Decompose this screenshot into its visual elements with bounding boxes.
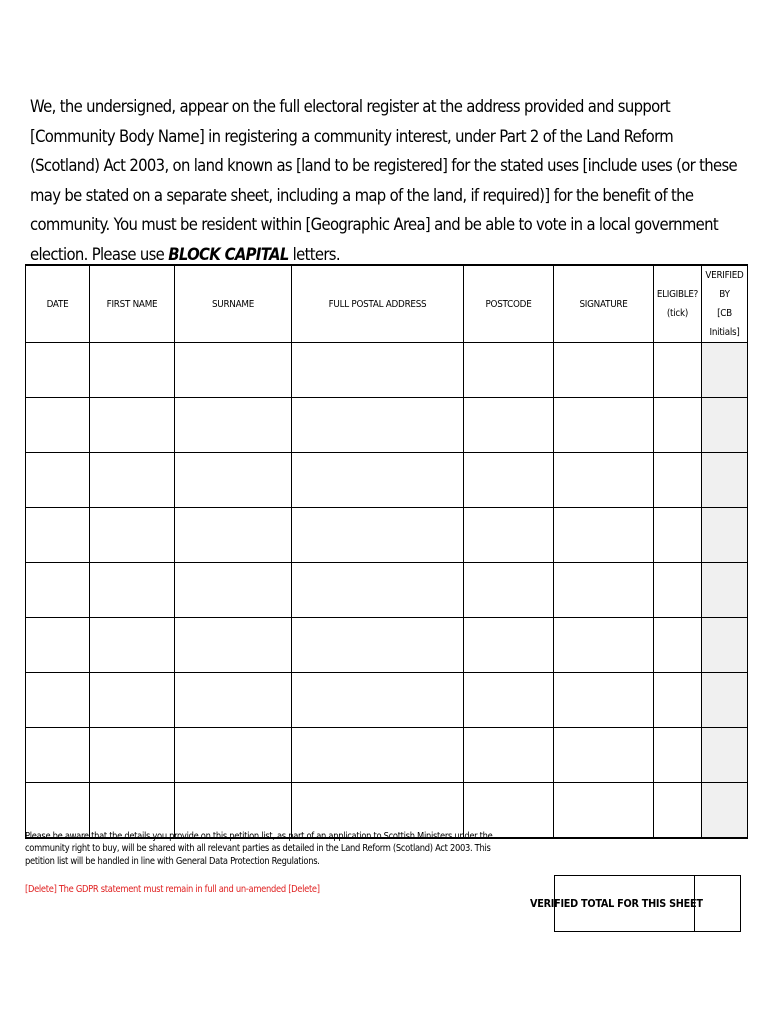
cell-address[interactable] <box>292 728 464 783</box>
cell-date[interactable] <box>26 618 90 673</box>
table-row <box>26 673 748 728</box>
header-eligible: ELIGIBLE? (tick) <box>654 265 702 343</box>
cell-verified[interactable] <box>701 453 747 508</box>
cell-date[interactable] <box>26 343 90 398</box>
header-signature: SIGNATURE <box>554 265 654 343</box>
cell-verified[interactable] <box>701 508 747 563</box>
cell-date[interactable] <box>26 728 90 783</box>
intro-statement <box>30 92 741 269</box>
header-verified-by: VERIFIED BY [CB Initials] <box>701 265 747 343</box>
header-date: DATE <box>26 265 90 343</box>
petition-table <box>25 264 748 839</box>
cell-surname[interactable] <box>175 563 292 618</box>
table-row <box>26 728 748 783</box>
cell-eligible[interactable] <box>654 728 702 783</box>
cell-eligible[interactable] <box>654 343 702 398</box>
cell-first-name[interactable] <box>90 563 175 618</box>
cell-first-name[interactable] <box>90 673 175 728</box>
cell-date[interactable] <box>26 783 90 839</box>
cell-postcode[interactable] <box>464 453 554 508</box>
cell-eligible[interactable] <box>654 618 702 673</box>
cell-address[interactable] <box>292 563 464 618</box>
cell-surname[interactable] <box>175 398 292 453</box>
cell-signature[interactable] <box>554 728 654 783</box>
intro-text-part2: letters. <box>288 244 340 264</box>
intro-text-part1: We, the undersigned, appear on the full electoral register at the address provided and support [Community Body Name] in registering a community interest, under Part 2 of the Land Reform (Scotland) Act 2003, on land known as [land to be registered] for the stated uses [include uses (or these may be stated on a separate sheet, including a map of the land, if required)] for the benefit of the community. You must be resident within [Geographic Area] and be able to vote in a local government election. Please use <box>30 97 738 264</box>
cell-surname[interactable] <box>175 508 292 563</box>
table-header-row <box>26 265 748 343</box>
table-row <box>26 508 748 563</box>
cell-address[interactable] <box>292 783 464 839</box>
cell-date[interactable] <box>26 508 90 563</box>
table-row <box>26 783 748 839</box>
cell-verified[interactable] <box>701 398 747 453</box>
delete-note: [Delete] The GDPR statement must remain in full and un-amended [Delete] <box>25 884 320 895</box>
cell-eligible[interactable] <box>654 783 702 839</box>
cell-date[interactable] <box>26 453 90 508</box>
cell-verified[interactable] <box>701 618 747 673</box>
cell-date[interactable] <box>26 673 90 728</box>
header-surname: SURNAME <box>175 265 292 343</box>
cell-verified[interactable] <box>701 673 747 728</box>
cell-address[interactable] <box>292 398 464 453</box>
cell-surname[interactable] <box>175 618 292 673</box>
cell-address[interactable] <box>292 343 464 398</box>
header-first-name: FIRST NAME <box>90 265 175 343</box>
cell-first-name[interactable] <box>90 728 175 783</box>
cell-date[interactable] <box>26 563 90 618</box>
cell-verified[interactable] <box>701 783 747 839</box>
header-postcode: POSTCODE <box>464 265 554 343</box>
cell-address[interactable] <box>292 673 464 728</box>
cell-postcode[interactable] <box>464 673 554 728</box>
cell-eligible[interactable] <box>654 508 702 563</box>
cell-first-name[interactable] <box>90 508 175 563</box>
cell-eligible[interactable] <box>654 673 702 728</box>
intro-emphasis: BLOCK CAPITAL <box>168 244 289 264</box>
cell-signature[interactable] <box>554 618 654 673</box>
cell-first-name[interactable] <box>90 618 175 673</box>
table-row <box>26 563 748 618</box>
gdpr-notice: Please be aware that the details you provide on this petition list, as part of an application to Scottish Ministers under the community right to buy, will be shared with all relevant parties as detailed in the Land Reform (Scotland) Act 2003. This petition list will be handled in line with General Data Protection Regulations. <box>25 831 493 867</box>
cell-surname[interactable] <box>175 343 292 398</box>
cell-postcode[interactable] <box>464 398 554 453</box>
cell-eligible[interactable] <box>654 453 702 508</box>
cell-signature[interactable] <box>554 453 654 508</box>
verified-total-label: VERIFIED TOTAL FOR THIS SHEET <box>530 897 703 910</box>
cell-signature[interactable] <box>554 343 654 398</box>
header-full-postal-address: FULL POSTAL ADDRESS <box>292 265 464 343</box>
cell-postcode[interactable] <box>464 508 554 563</box>
cell-signature[interactable] <box>554 508 654 563</box>
table-row <box>26 398 748 453</box>
cell-signature[interactable] <box>554 673 654 728</box>
cell-address[interactable] <box>292 618 464 673</box>
cell-surname[interactable] <box>175 783 292 839</box>
cell-address[interactable] <box>292 453 464 508</box>
cell-postcode[interactable] <box>464 783 554 839</box>
cell-signature[interactable] <box>554 563 654 618</box>
table-row <box>26 343 748 398</box>
cell-first-name[interactable] <box>90 343 175 398</box>
cell-signature[interactable] <box>554 783 654 839</box>
cell-verified[interactable] <box>701 343 747 398</box>
cell-address[interactable] <box>292 508 464 563</box>
cell-eligible[interactable] <box>654 398 702 453</box>
cell-eligible[interactable] <box>654 563 702 618</box>
cell-surname[interactable] <box>175 728 292 783</box>
cell-verified[interactable] <box>701 728 747 783</box>
cell-postcode[interactable] <box>464 728 554 783</box>
cell-postcode[interactable] <box>464 343 554 398</box>
cell-surname[interactable] <box>175 673 292 728</box>
table-row <box>26 453 748 508</box>
cell-postcode[interactable] <box>464 618 554 673</box>
cell-surname[interactable] <box>175 453 292 508</box>
table-row <box>26 618 748 673</box>
cell-first-name[interactable] <box>90 783 175 839</box>
cell-date[interactable] <box>26 398 90 453</box>
cell-first-name[interactable] <box>90 453 175 508</box>
cell-postcode[interactable] <box>464 563 554 618</box>
cell-first-name[interactable] <box>90 398 175 453</box>
cell-signature[interactable] <box>554 398 654 453</box>
cell-verified[interactable] <box>701 563 747 618</box>
